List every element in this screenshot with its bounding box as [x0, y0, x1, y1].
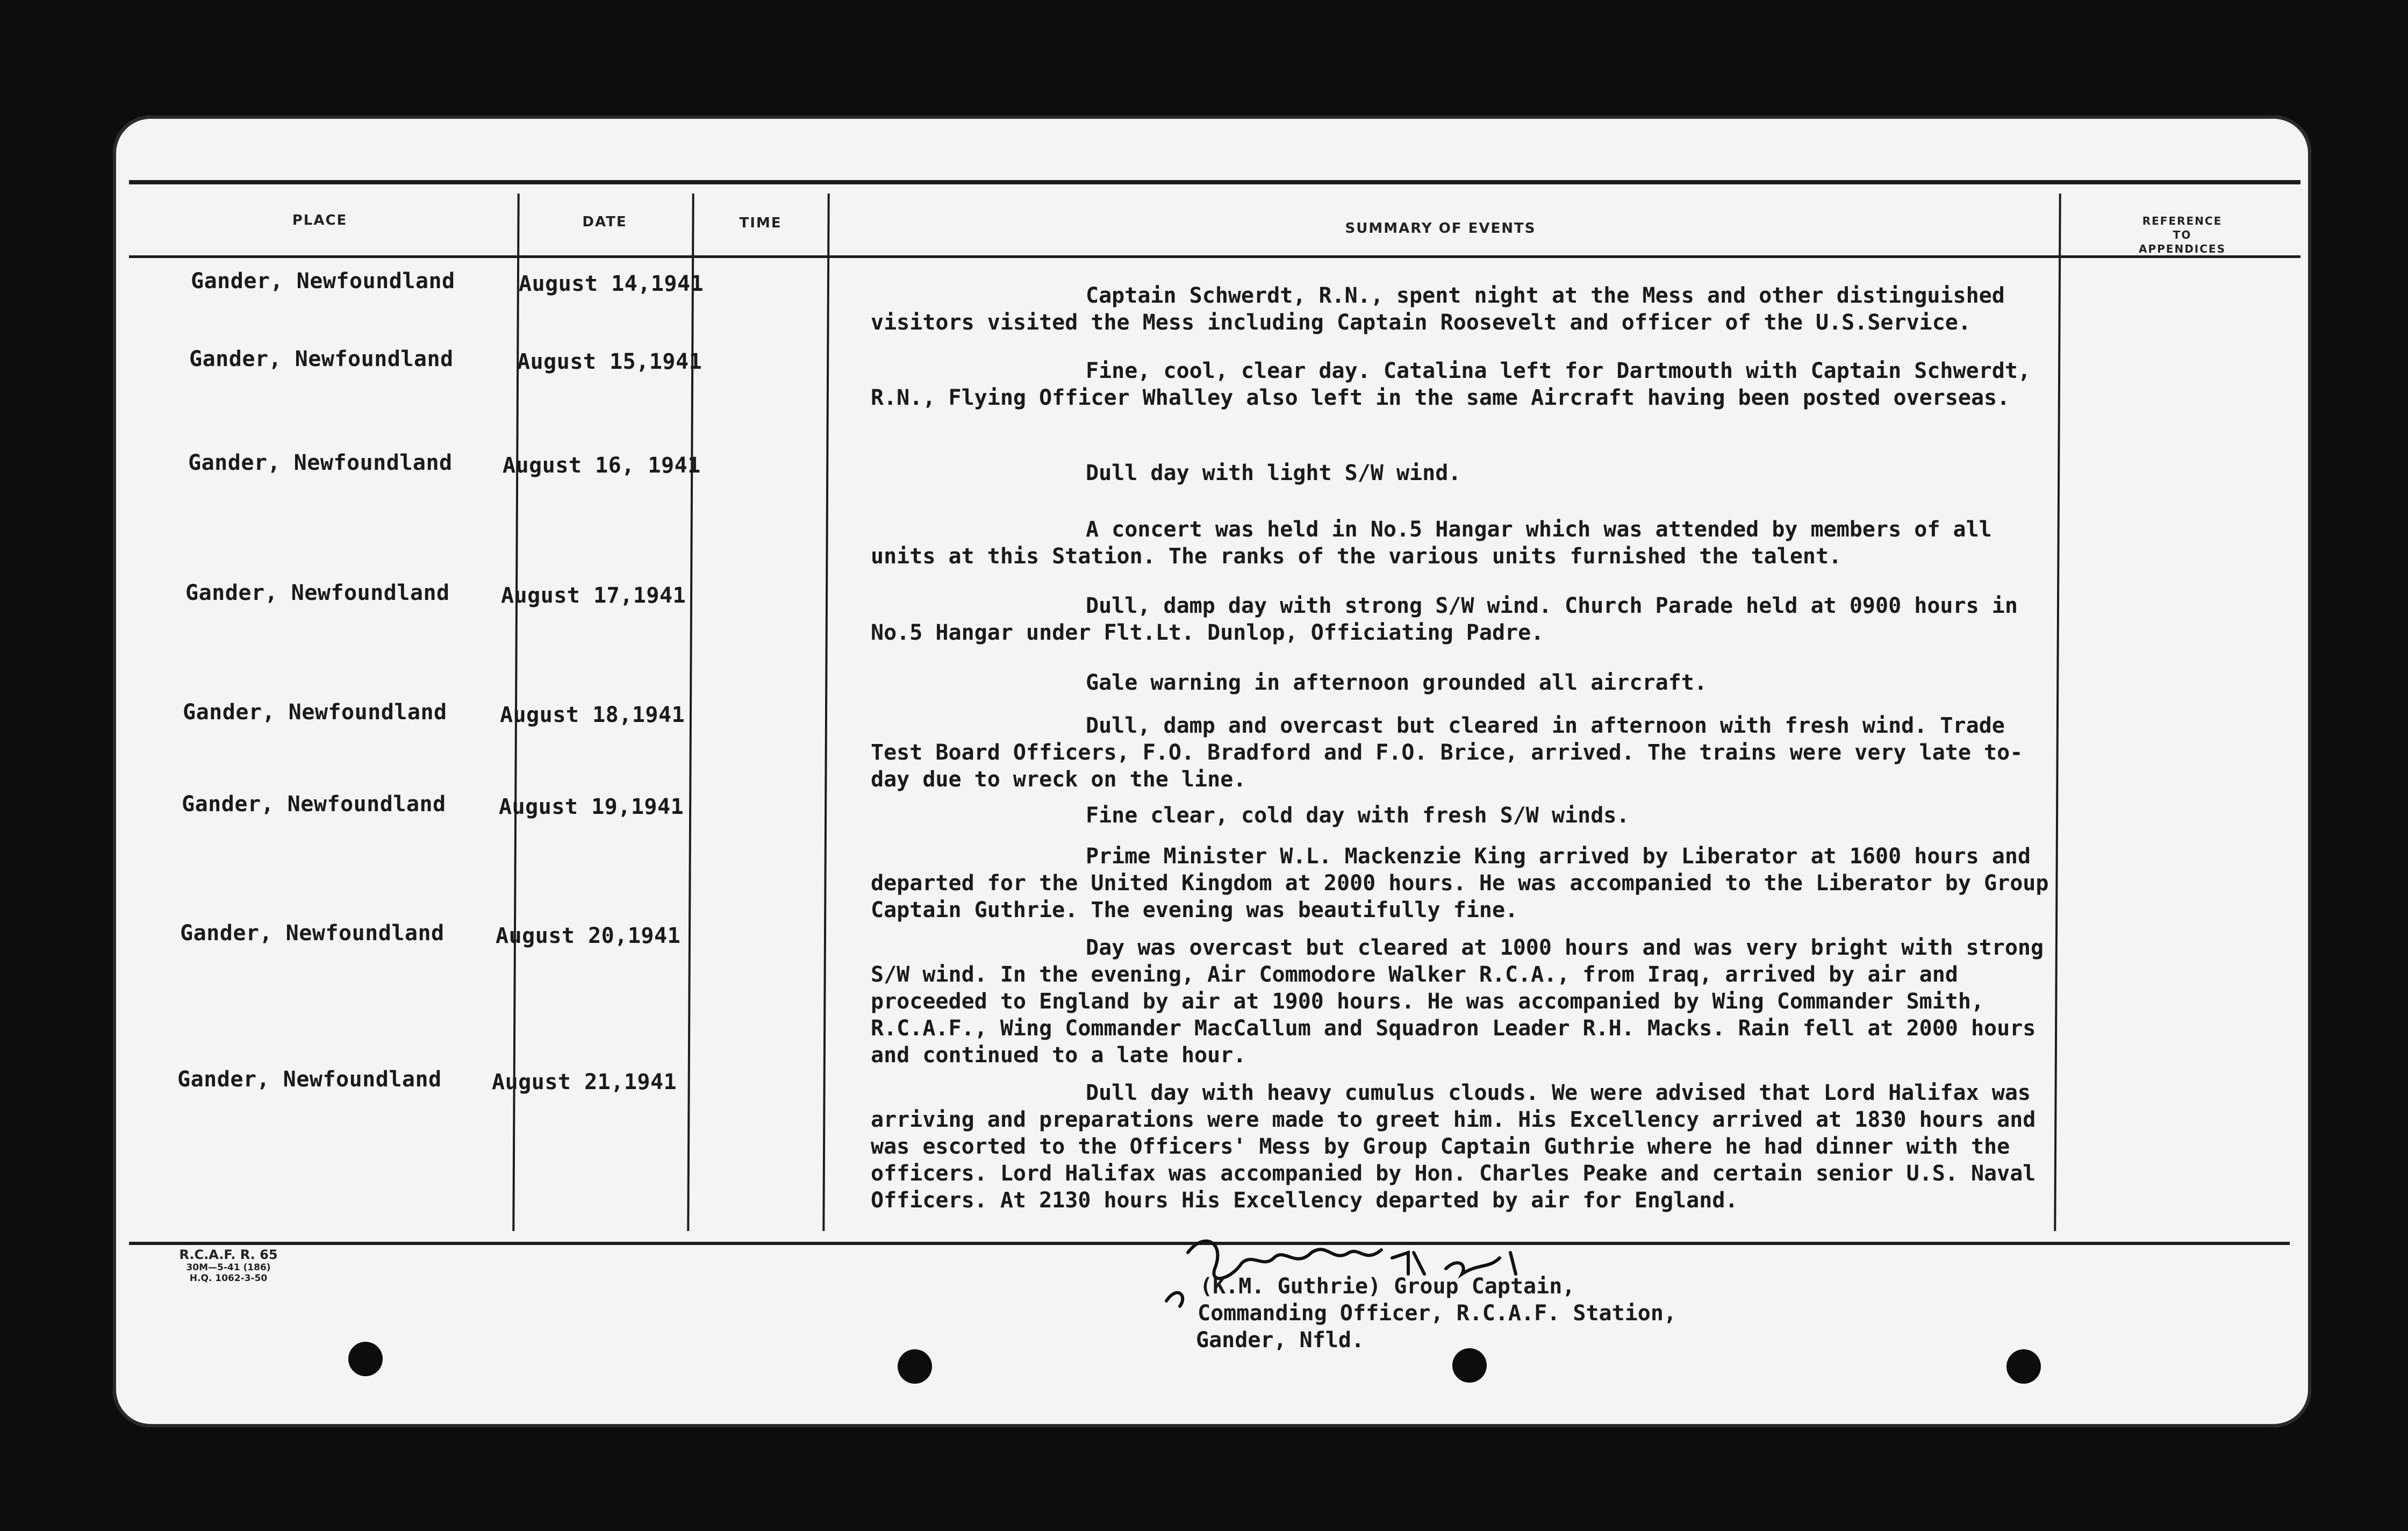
signature-line-1: (K.M. Guthrie) Group Captain,: [1200, 1274, 1575, 1299]
header-reference-line2: TO: [2173, 228, 2192, 241]
row-6-date: August 19,1941: [499, 795, 684, 819]
summary-aug-21: Dull day with heavy cumulus clouds. We were advised that Lord Halifax was arriving and preparations were made to greet him. His Excellency arrived at 1830 hours and was escorted to the Officers' Mess by Group Captain Guthrie where he had dinner with the officers. Lord Halifax was accompanied by Hon. Charles Peake and certain senior U.S. Naval Officers. At 2130 hours His Excellency departed by air for England.: [871, 1081, 2036, 1213]
row-2-date: August 15,1941: [517, 349, 703, 374]
row-4-date: August 17,1941: [501, 583, 686, 608]
header-date: DATE: [582, 214, 627, 230]
binder-hole-1: [348, 1342, 383, 1376]
form-hq-line: H.Q. 1062-3-50: [189, 1273, 268, 1284]
summary-aug-19-weather: Fine clear, cold day with fresh S/W winds.: [1086, 803, 1630, 828]
form-code: [164, 1247, 293, 1284]
summary-aug-17: Dull, damp day with strong S/W wind. Church Parade held at 0900 hours in No.5 Hangar under Flt.Lt. Dunlop, Officiating Padre.: [871, 593, 2018, 645]
header-reference-line3: APPENDICES: [2139, 242, 2226, 255]
header-reference: [2086, 214, 2279, 256]
row-4-place: Gander, Newfoundland: [185, 581, 450, 605]
summary-aug-16-weather: Dull day with light S/W wind.: [1086, 461, 1461, 485]
row-8-place: Gander, Newfoundland: [177, 1067, 442, 1092]
row-1-place: Gander, Newfoundland: [191, 269, 455, 294]
summary-aug-20: Day was overcast but cleared at 1000 hours and was very bright with strong S/W wind. In the evening, Air Commodore Walker R.C.A., from Iraq, arrived by air and proceeded to England by air at 1900 hours. He was accompanied by Wing Commander Smith, R.C.A.F., Wing Commander MacCallum and Squadron Leader R.H. Macks. Rain fell at 2000 hours and continued to a late hour.: [871, 935, 2044, 1068]
row-5-place: Gander, Newfoundland: [183, 700, 447, 725]
header-reference-line1: REFERENCE: [2142, 214, 2223, 227]
summary-aug-16-concert: A concert was held in No.5 Hangar which was attended by members of all units at this Station. The ranks of the various units furnished the talent.: [871, 517, 1992, 569]
row-2-place: Gander, Newfoundland: [189, 347, 454, 371]
signature-line-2: Commanding Officer, R.C.A.F. Station,: [1198, 1301, 1677, 1326]
binder-hole-4: [2006, 1349, 2041, 1384]
header-summary: SUMMARY OF EVENTS: [1345, 220, 1536, 237]
header-place: PLACE: [292, 212, 348, 228]
row-8-date: August 21,1941: [492, 1070, 677, 1094]
signature-line-3: Gander, Nfld.: [1196, 1328, 1365, 1353]
summary-aug-15: Fine, cool, clear day. Catalina left for Dartmouth with Captain Schwerdt, R.N., Flying Officer Whalley also left in the same Aircraft having been posted overseas.: [871, 359, 2031, 410]
row-1-date: August 14,1941: [519, 271, 704, 296]
row-6-place: Gander, Newfoundland: [182, 792, 446, 817]
row-5-date: August 18,1941: [500, 703, 685, 727]
header-time: TIME: [739, 215, 782, 231]
binder-hole-3: [1452, 1348, 1487, 1383]
row-3-date: August 16, 1941: [503, 453, 701, 478]
row-3-place: Gander, Newfoundland: [188, 450, 453, 475]
binder-hole-2: [898, 1349, 932, 1384]
header-bottom-rule: [129, 255, 2300, 258]
top-rule-thick: [129, 180, 2300, 184]
form-print-line: 30M—5-41 (186): [186, 1262, 271, 1273]
form-code-line: R.C.A.F. R. 65: [179, 1247, 278, 1262]
row-7-date: August 20,1941: [496, 924, 681, 948]
row-7-place: Gander, Newfoundland: [180, 921, 445, 946]
summary-aug-14: Captain Schwerdt, R.N., spent night at the Mess and other distinguished visitors visited the Mess including Captain Roosevelt and officer of the U.S.Service.: [871, 283, 2005, 335]
summary-aug-18: Dull, damp and overcast but cleared in afternoon with fresh wind. Trade Test Board Officers, F.O. Bradford and F.O. Brice, arrived. The trains were very late to-day due to wreck on the line.: [871, 713, 2023, 792]
summary-aug-19-king: Prime Minister W.L. Mackenzie King arrived by Liberator at 1600 hours and departed for the United Kingdom at 2000 hours. He was accompanied to the Liberator by Group Captain Guthrie. The evening was beautifully fine.: [871, 844, 2049, 922]
summary-aug-17-gale: Gale warning in afternoon grounded all aircraft.: [1086, 670, 1707, 695]
